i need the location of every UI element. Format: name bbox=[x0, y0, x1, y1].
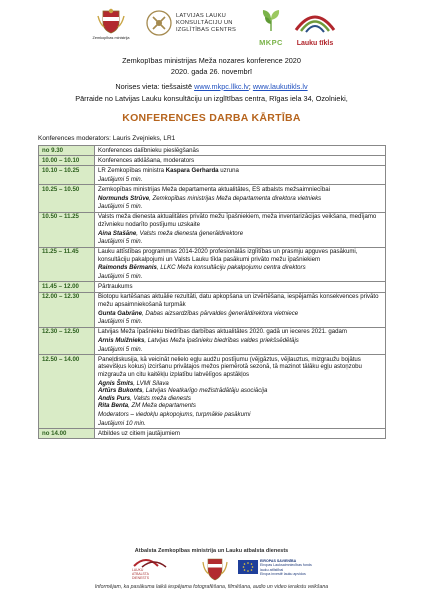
agenda-item-text: Pārtraukums bbox=[98, 283, 133, 291]
questions-time: Jautājumi 5 min. bbox=[98, 175, 143, 183]
speaker-role: , LLKC Meža konsultāciju pakalpojumu centra direktors bbox=[156, 264, 306, 272]
venue-line bbox=[0, 80, 423, 93]
broadcast-location: Pārraide no Latvijas Lauku konsultāciju un izglītības centra, Rīgas iela 34, Ozolnieki, bbox=[75, 94, 348, 103]
latvia-coat-of-arms-logo bbox=[200, 556, 230, 582]
panelist-role: , LVMI Silava bbox=[133, 379, 169, 387]
agenda-row bbox=[39, 292, 386, 327]
panelist-role: , Valsts meža dienests bbox=[130, 394, 191, 402]
network-arc-icon bbox=[293, 8, 337, 34]
coat-of-arms-icon bbox=[97, 8, 125, 34]
agenda-row bbox=[39, 282, 386, 292]
panelist-name: Agnis Šmits bbox=[98, 379, 134, 387]
conference-date: 2020. gada 26. novembrī bbox=[170, 67, 253, 76]
agenda-row bbox=[39, 428, 386, 438]
mkpc-logo bbox=[256, 8, 286, 46]
speaker-role: , Valsts meža dienesta ģenerāldirektore bbox=[136, 229, 244, 237]
llkc-line-3: IZGLĪTĪBAS CENTRS bbox=[176, 26, 237, 33]
questions-time: Jautājumi 5 min. bbox=[98, 273, 143, 281]
ministry-logo bbox=[84, 8, 138, 40]
agenda-description bbox=[95, 146, 386, 156]
llkc-logo bbox=[146, 8, 256, 38]
speaker-role: , Dabas aizsardzības pārvaldes ģenerāldirektora vietniece bbox=[142, 309, 299, 317]
agenda-description bbox=[95, 292, 386, 327]
agenda-description bbox=[95, 428, 386, 438]
agenda-item-text: Paneļdiskusija, kā veicināt nelielo egļu audžu postījumu (vējgāztus, vējlauztus, mizgraužu bojātus atsevišķus kokus) izciršanu privātajos mežos piemērotā sezonā, tā mazinot tālāku egļu astoņzobu mizgrauža un citu kaitēkļu izplatību labvēlīgos apstākļos bbox=[98, 355, 362, 378]
agenda-row bbox=[39, 247, 386, 282]
panel-moderators-note: Moderators – viedokļu apkopojums, turpmākie pasākumi bbox=[98, 410, 251, 418]
agenda-time: 10.25 – 10.50 bbox=[39, 185, 95, 212]
agenda-time: 12.00 – 12.30 bbox=[39, 292, 95, 327]
questions-time: Jautājumi 5 min. bbox=[98, 318, 143, 326]
venue-prefix: Norises vieta: tiešsaistē bbox=[115, 82, 195, 91]
lauku-tikls-label: Lauku tīkls bbox=[296, 40, 334, 47]
lauku-tikls-logo bbox=[292, 8, 338, 46]
agenda-text-pre: LR Zemkopības ministra bbox=[98, 167, 166, 175]
questions-time: Jautājumi 5 min. bbox=[98, 238, 143, 246]
agenda-row bbox=[39, 156, 386, 166]
agenda-item-text: Konferences dalībnieku pieslēgšanās bbox=[98, 146, 199, 154]
agenda-time: 11.45 – 12.00 bbox=[39, 282, 95, 292]
header-logos bbox=[0, 8, 423, 48]
agenda-description bbox=[95, 166, 386, 185]
agenda-time: no 9.30 bbox=[39, 146, 95, 156]
agenda-item-text: Zemkopības ministrijas Meža departamenta aktualitātes, ES atbalsts mežsaimniecībai bbox=[98, 185, 331, 193]
panel-list bbox=[98, 379, 382, 410]
agenda-row bbox=[39, 166, 386, 185]
panelist bbox=[98, 402, 382, 410]
agenda-description bbox=[95, 247, 386, 282]
speaker-name: Normunds Strūve bbox=[98, 194, 150, 202]
speaker-name: Aina Stašāne bbox=[98, 229, 137, 237]
agenda-row bbox=[39, 327, 386, 354]
agenda-item-text: Lauku attīstības programmas 2014-2020 profesionālās izglītības un prasmju apguves pasākumi, konsultāciju pakalpojumi un Valsts Lauku tīkla pasākumi privāto mežu īpašniekiem bbox=[98, 248, 358, 263]
agenda-table bbox=[38, 145, 386, 439]
panelist bbox=[98, 380, 382, 388]
agenda-description bbox=[95, 212, 386, 247]
eu-flag-icon bbox=[238, 560, 258, 574]
agenda-item-text bbox=[98, 167, 382, 175]
agenda-speaker-line bbox=[98, 263, 382, 272]
eu-logo bbox=[238, 558, 312, 580]
agenda-item-text: Latvijas Meža īpašnieku biedrības darbības aktualitātes 2020. gadā un ieceres 2021. gadam bbox=[98, 328, 347, 336]
agenda-title: KONFERENCES DARBA KĀRTĪBA bbox=[122, 112, 301, 124]
eu-line-1: EIROPAS SAVIENĪBA bbox=[260, 559, 297, 563]
agenda-description bbox=[95, 282, 386, 292]
conference-header bbox=[0, 55, 423, 104]
llkc-emblem-icon bbox=[146, 10, 172, 36]
eu-line-3: lauku attīstībai bbox=[260, 567, 284, 572]
support-title: Atbalsta Zemkopības ministrija un Lauku atbalsta dienests bbox=[134, 548, 289, 554]
questions-time: Jautājumi 10 min. bbox=[98, 419, 146, 427]
agenda-time: 10.10 – 10.25 bbox=[39, 166, 95, 185]
llkc-line-2: KONSULTĀCIJU UN bbox=[176, 19, 233, 26]
agenda-description bbox=[95, 327, 386, 354]
moderators-line: Konferences moderators: Lauris Zvejnieks, LR1 bbox=[38, 135, 176, 142]
agenda-row bbox=[39, 212, 386, 247]
panelist bbox=[98, 395, 382, 403]
agenda-time: 10.00 – 10.10 bbox=[39, 156, 95, 166]
questions-time: Jautājumi 5 min. bbox=[98, 345, 143, 353]
questions-time: Jautājumi 5 min. bbox=[98, 203, 143, 211]
speaker-name: Arnis Muižnieks bbox=[98, 337, 145, 345]
ministry-caption: Zemkopības ministrija bbox=[92, 36, 130, 40]
recording-notice: Informējam, ka pasākuma laikā iespējama fotografēšana, filmēšana, audio un video ierakstu veikšana bbox=[94, 584, 329, 590]
agenda-row bbox=[39, 146, 386, 156]
panelist-name: Artūrs Bukonts bbox=[98, 387, 143, 395]
agenda-time: 12.50 – 14.00 bbox=[39, 355, 95, 429]
agenda-item-text: Konferences atklāšana, moderators bbox=[98, 156, 195, 164]
venue-separator: ; bbox=[248, 82, 253, 91]
agenda-time: 10.50 – 11.25 bbox=[39, 212, 95, 247]
agenda-description bbox=[95, 355, 386, 429]
agenda-speaker-line bbox=[98, 194, 382, 203]
agenda-speaker-line bbox=[98, 309, 382, 318]
panelist-name: Rita Benta bbox=[98, 402, 129, 410]
agenda-text-bold: Kaspara Gerharda bbox=[165, 167, 219, 175]
leaf-icon bbox=[260, 8, 282, 32]
eu-line-4: Eiropa investē lauku apvidos bbox=[260, 572, 306, 577]
agenda-time: no 14.00 bbox=[39, 428, 95, 438]
coat-of-arms-icon bbox=[200, 556, 230, 582]
agenda-text-post: uzruna bbox=[218, 167, 239, 175]
footer-logos bbox=[0, 556, 423, 582]
agenda-row bbox=[39, 355, 386, 429]
panelist-role: , ZM Meža departaments bbox=[128, 402, 196, 410]
agenda-speaker-line bbox=[98, 336, 382, 345]
speaker-role: , Latvijas Meža īpašnieku biedrības valdes priekšsēdētājs bbox=[144, 337, 299, 345]
eu-line-2: Eiropas Lauksaimniecības fonds bbox=[260, 563, 312, 568]
agenda-time: 11.25 – 11.45 bbox=[39, 247, 95, 282]
panelist-name: Andis Purs bbox=[98, 394, 131, 402]
speaker-name: Gunta Gabrāne bbox=[98, 309, 143, 317]
panelist-role: , Latvijas Neatkarīgo mežistrādātāju asociācija bbox=[142, 387, 268, 395]
agenda-item-text: Atbildes uz citiem jautājumiem bbox=[98, 429, 180, 437]
speaker-name: Raimonds Bērmanis bbox=[98, 264, 157, 272]
llkc-line-1: LATVIJAS LAUKU bbox=[176, 13, 227, 19]
lad-emblem-icon bbox=[132, 556, 182, 568]
conference-name: Zemkopības ministrijas Meža nozares konference 2020 bbox=[122, 56, 301, 65]
agenda-speaker-line bbox=[98, 229, 382, 238]
mkpc-link[interactable]: www.mkpc.llkc.lv bbox=[194, 82, 249, 91]
speaker-role: , Zemkopības ministrijas Meža departamenta direktora vietnieks bbox=[149, 194, 322, 202]
agenda-description bbox=[95, 156, 386, 166]
agenda-description bbox=[95, 185, 386, 212]
laukutikls-link[interactable]: www.laukutikls.lv bbox=[252, 82, 308, 91]
lad-label: LAUKU ATBALSTA DIENESTS bbox=[132, 568, 149, 580]
mkpc-label: MKPC bbox=[259, 38, 283, 47]
agenda-time: 12.30 – 12.50 bbox=[39, 327, 95, 354]
lad-logo bbox=[132, 556, 182, 582]
agenda-row bbox=[39, 185, 386, 212]
panelist bbox=[98, 387, 382, 395]
agenda-item-text: Biotopu kartēšanas aktuālie rezultāti, datu apkopšana un izvērtēšana, iespējamās konsekvences privāto mežu apsaimniekošanā turpmāk bbox=[98, 293, 379, 309]
agenda-item-text: Valsts meža dienesta aktualitātes privāto mežu īpašniekiem, meža inventarizācijas veikšana, medījamo dzīvnieku nodarīto postījumu uzskaite bbox=[98, 213, 377, 228]
